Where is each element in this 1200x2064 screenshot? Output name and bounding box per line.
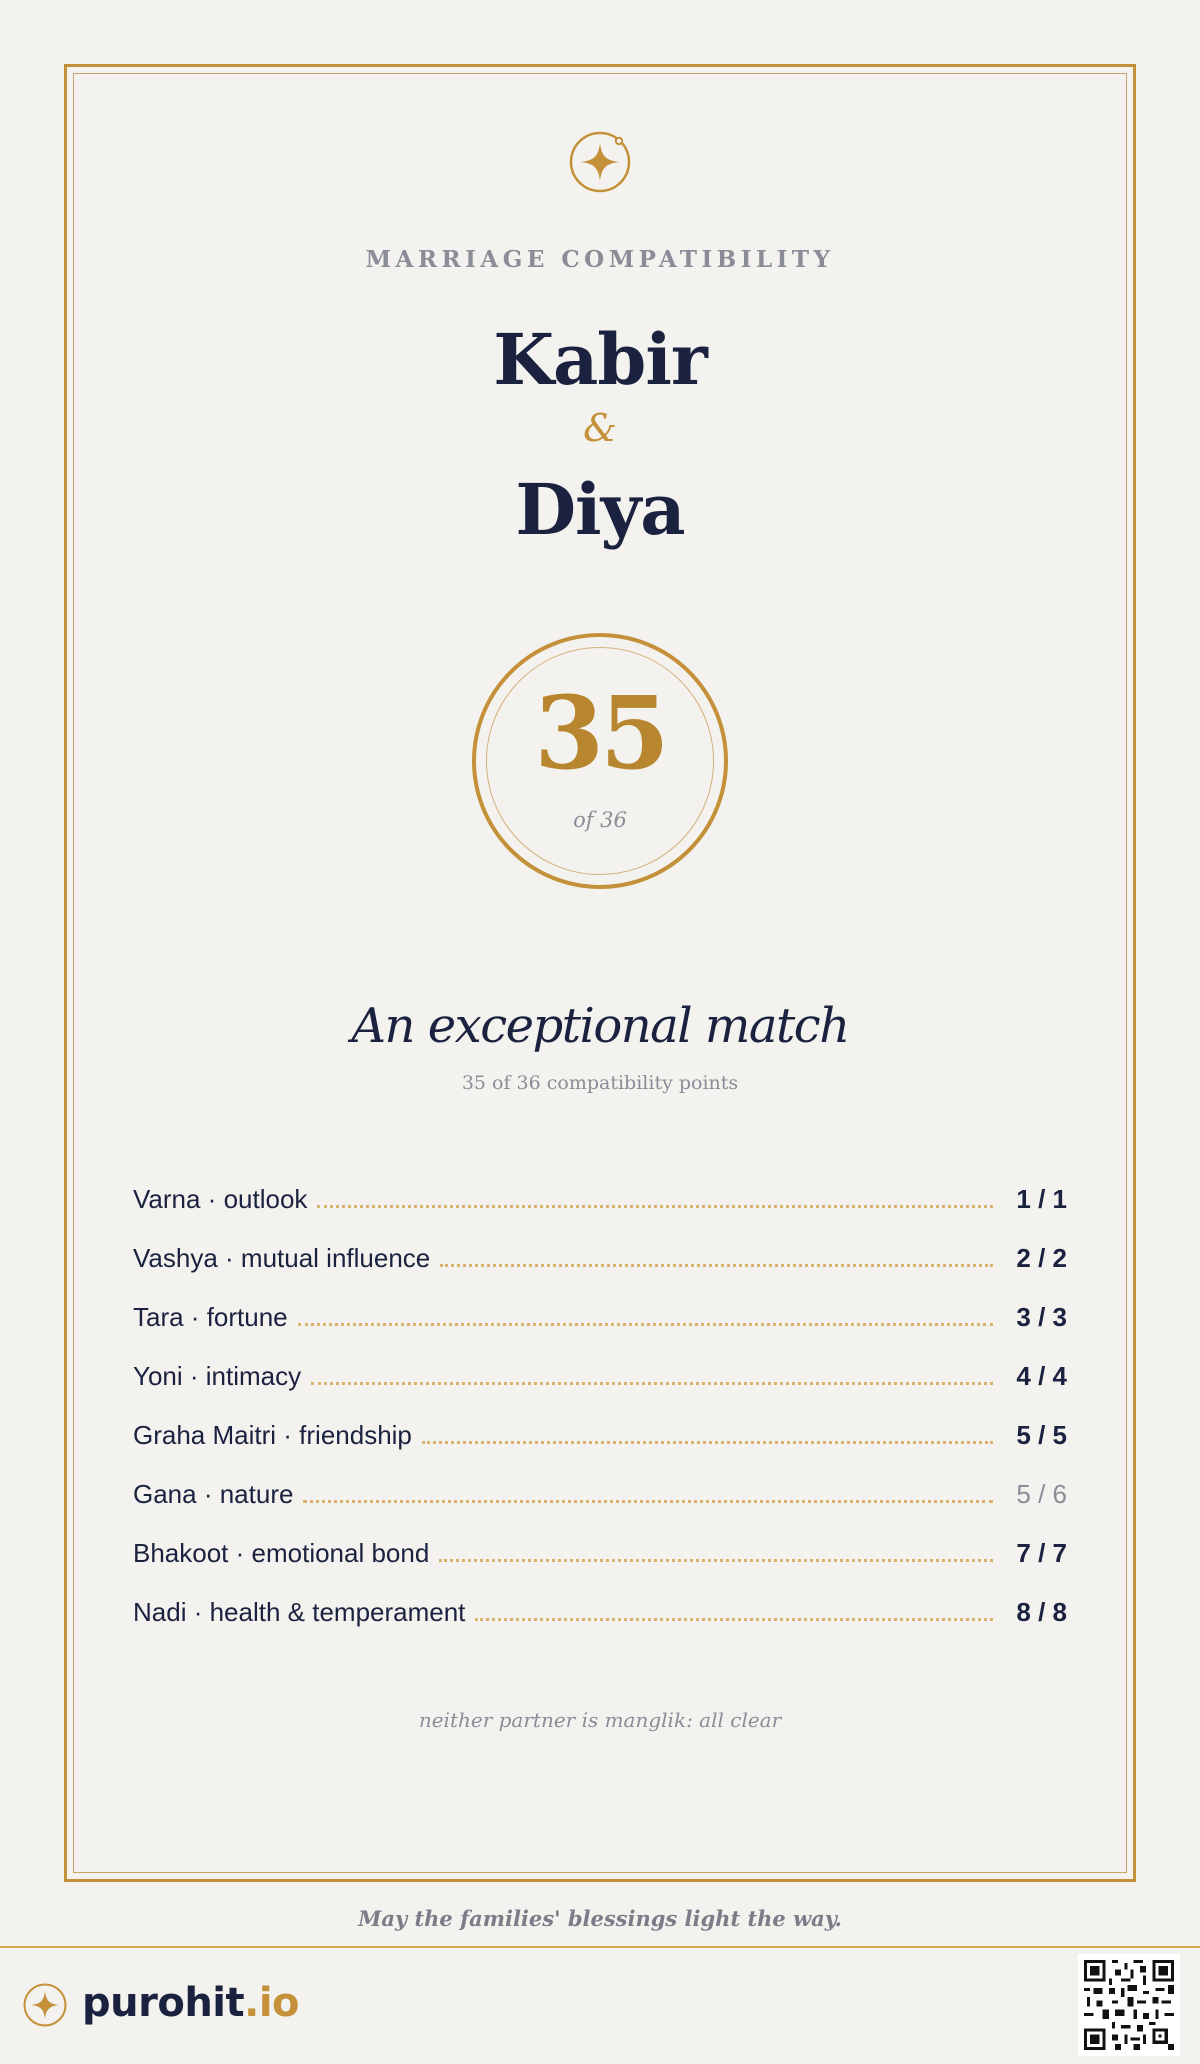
- koota-row: [133, 1184, 1067, 1243]
- dotted-leader: [317, 1205, 993, 1208]
- koota-row: [133, 1538, 1067, 1597]
- koota-row: [133, 1302, 1067, 1361]
- koota-score: 3 / 3: [1016, 1302, 1067, 1332]
- koota-label: Nadi · health & temperament: [133, 1597, 466, 1627]
- koota-row: [133, 1420, 1067, 1479]
- verdict-title: An exceptional match: [351, 998, 849, 1054]
- koota-label: Yoni · intimacy: [133, 1361, 302, 1391]
- dotted-leader: [303, 1500, 993, 1503]
- dotted-leader: [311, 1382, 993, 1385]
- manglik-note: neither partner is manglik: all clear: [418, 1708, 782, 1732]
- partner-1-name: Kabir: [493, 318, 707, 401]
- koota-score: 5 / 5: [1016, 1420, 1067, 1450]
- brand-tld: .io: [244, 1980, 300, 2026]
- koota-score: 4 / 4: [1016, 1361, 1067, 1391]
- dotted-leader: [422, 1441, 993, 1444]
- score-value: 35: [534, 674, 666, 792]
- koota-label: Graha Maitri · friendship: [133, 1420, 412, 1450]
- koota-label: Vashya · mutual influence: [133, 1243, 431, 1273]
- dotted-leader: [298, 1323, 993, 1326]
- koota-breakdown-list: [133, 1184, 1067, 1656]
- ampersand: &: [583, 406, 617, 450]
- koota-row: [133, 1361, 1067, 1420]
- dotted-leader: [440, 1264, 993, 1267]
- koota-score: 2 / 2: [1016, 1243, 1067, 1273]
- koota-label: Bhakoot · emotional bond: [133, 1538, 430, 1568]
- koota-row: [133, 1479, 1067, 1538]
- koota-score: 5 / 6: [1016, 1479, 1067, 1509]
- score-max-label: of 36: [573, 808, 627, 832]
- dotted-leader: [439, 1559, 993, 1562]
- sparkle-star-icon: [22, 1982, 68, 2028]
- qr-code-icon[interactable]: [1078, 1954, 1180, 2056]
- partner-2-name: Diya: [515, 468, 685, 551]
- koota-score: 7 / 7: [1016, 1538, 1067, 1568]
- koota-label: Varna · outlook: [133, 1184, 308, 1214]
- blessing-text: May the families' blessings light the way.: [358, 1906, 842, 1931]
- koota-score: 1 / 1: [1016, 1184, 1067, 1214]
- sparkle-star-icon: [568, 130, 632, 194]
- koota-row: [133, 1597, 1067, 1656]
- footer-divider: [0, 1946, 1200, 1948]
- koota-row: [133, 1243, 1067, 1302]
- dotted-leader: [475, 1618, 993, 1621]
- koota-label: Tara · fortune: [133, 1302, 288, 1332]
- brand-logo-text[interactable]: [82, 1980, 299, 2026]
- brand-name: purohit: [82, 1980, 245, 2026]
- verdict-subtitle: 35 of 36 compatibility points: [461, 1072, 739, 1094]
- koota-score: 8 / 8: [1016, 1597, 1067, 1627]
- section-eyebrow: MARRIAGE COMPATIBILITY: [365, 246, 835, 273]
- koota-label: Gana · nature: [133, 1479, 294, 1509]
